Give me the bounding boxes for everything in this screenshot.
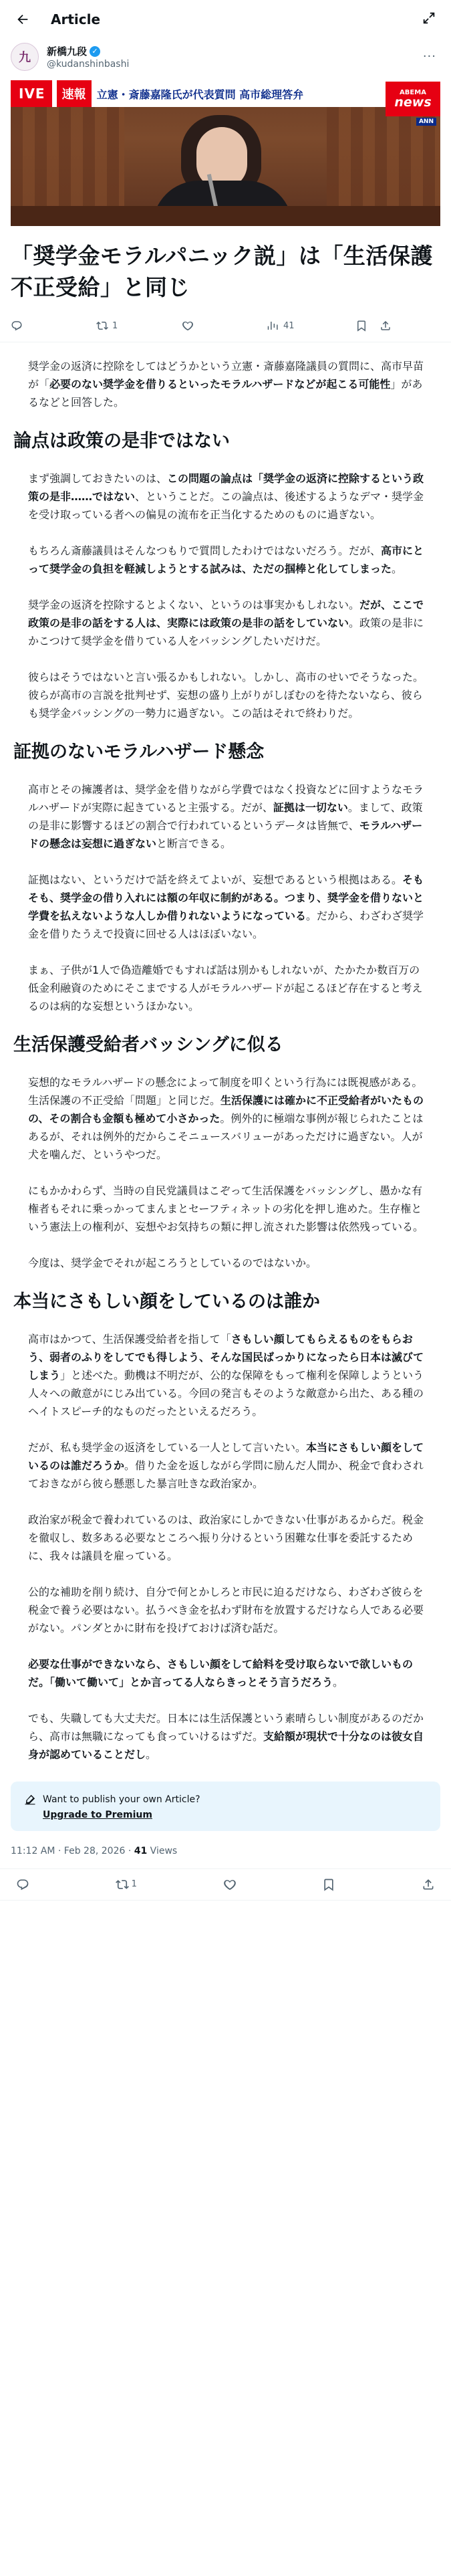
retweet-count: 1 [112,320,118,331]
hero-person-face [196,127,247,189]
section-heading: 本当にさもしい顔をしているのは誰か [13,1291,320,1312]
post-views-count: 41 [134,1845,148,1856]
logo-top-text: ABEMA [400,88,426,96]
promo-row [24,1794,427,1806]
more-icon[interactable]: ··· [422,49,436,64]
logo-bottom-text: news [394,94,432,110]
article-paragraph: 政治家が税金で養われているのは、政治家にしかできない仕事があるからだ。税金を徹収し、数多ある必要なところへ振り分けるという困難な仕事を委託するために、我々は議員を雇っている。 [28,1513,424,1562]
article-paragraph: もちろん斎藤議員はそんなつもりで質問したわけではないだろう。だが、高市にとって奨学金の負担を軽減しようとする試みは、ただの掴棒と化してしまった。 [28,544,424,575]
section-heading: 生活保護受給者バッシングに似る [13,1034,283,1055]
news-banner [11,80,440,110]
article-paragraph: 必要な仕事ができないなら、さもしい顔をして給料を受け取らないで欲しいものだ。「働いて働いて」とか言ってる人ならきっとそう言うだろう。 [28,1657,414,1689]
share-icon [380,320,392,332]
like-button[interactable] [182,320,267,332]
page-title: Article [51,11,101,27]
news-headline: 立憲・斎藤嘉隆氏が代表質問 高市総理答弁 [96,88,304,101]
page-spacer [0,1901,451,2342]
breaking-label: 速報 [55,80,92,107]
verified-icon: ✓ [90,46,100,57]
author-names [47,44,129,70]
article-paragraph: 高市とその擁護者は、奨学金を借りながら学費ではなく投資などに回すようなモラルハザードが実際に起きていると主張する。だが、証拠は一切ない。まして、政策の是非に影響するほどの割合で行われているというデータは皆無で、モラルハザードの懸念は妄想に過ぎないと断言できる。 [28,782,424,850]
abema-news-logo [386,82,440,116]
article-paragraph: 証拠はない、というだけで話を終えてよいが、妄想であるという根拠はある。そもそも、奨学金の借り入れには額の年収に制約がある。つまり、奨学金を借りないと学費を払えないような人しか借りれないようになっている。だから、わざわざ奨学金を借りたうえで投資に回せる人はほぼいない。 [28,873,424,940]
section-heading: 論点は政策の是非ではない [13,430,230,451]
retweet-icon [116,1878,129,1891]
article-paragraph: 妄想的なモラルハザードの懸念によって制度を叩くという行為には既視感がある。生活保護の不正受給「問題」と同じだ。生活保護には確かに不正受給者がいたものの、その割合も金額も極めて小さかった。例外的に極端な事例が報じられたことはあるが、それは例外的だからこそニュースバリューがあっただけに過ぎない。人が犬を噛んだ、というやつだ。 [28,1075,424,1161]
article-paragraph: 公的な補助を削り続け、自分で何とかしろと市民に迫るだけなら、わざわざ彼らを税金で養う必要はない。払うべき金を払わず財布を放置するだけなら人である必要がない。パンダとかに財布を投げておけば済む話だ。 [28,1585,424,1634]
reply-icon [16,1878,29,1891]
like-icon [182,320,194,332]
article-actions-top [0,310,451,342]
promo-text: Want to publish your own Article? [43,1794,200,1805]
avatar-text: 九 [19,51,31,65]
hero-desk [11,206,440,226]
retweet-icon [96,320,108,332]
article-paragraph: にもかかわらず、当時の自民党議員はこぞって生活保護をバッシングし、愚かな有権者もそれに乗っかってまんまとセーフティネットの劣化を押し進めた。生存権という憲法上の権利が、妄想やお気持ちの類に押し流された影響は依然残っている。 [28,1184,424,1233]
views-button[interactable] [267,320,355,332]
article-paragraph: まぁ、子供が1人で偽造離婚でもすれば話は別かもしれないが、たかたか数百万の低金利融資のためにそこまでする人がモラルハザードが起こるほど存在すると考えるのは病的な妄想というほかない。 [28,963,423,1012]
reply-button-bottom[interactable] [16,1878,29,1891]
article-paragraph: 高市はかつて、生活保護受給者を指して「さもしい顔してもらえるものをもらおう、弱者のふりをしてでも得しよう、そんな国民ばっかりになったら日本は滅びてしまう」と述べた。動機は不明だが、公的な保障をもって権利を保障しようという人々への敵意がにじみ出ている。今回の発言もそのような敵意から出た、ある種のヘイトスピーチ的なものだったといえるだろう。 [28,1332,424,1418]
post-timestamp[interactable]: 11:12 AM · Feb 28, 2026 · [11,1845,134,1856]
bookmark-icon [322,1878,335,1891]
like-button-bottom[interactable] [223,1878,237,1891]
retweet-button[interactable] [96,320,182,332]
retweet-count-bottom: 1 [131,1879,137,1890]
share-button[interactable] [380,320,396,332]
article-title: 「奨学金モラルパニック説」は「生活保護不正受給」と同じ [11,243,433,300]
back-arrow-icon[interactable] [11,7,35,31]
upgrade-premium-link[interactable]: Upgrade to Premium [43,1809,152,1820]
article-paragraph: でも、失職しても大丈夫だ。日本には生活保護という素晴らしい制度があるのだから、高市は無職になっても食っていけるはずだ。支給額が現状で十分なのは彼女自身が認めていることだし。 [28,1711,424,1761]
reply-icon [11,320,23,332]
article-actions-bottom [0,1868,451,1901]
post-meta [0,1831,451,1868]
bookmark-button-bottom[interactable] [322,1878,335,1891]
reply-button[interactable] [11,320,96,332]
share-button-bottom[interactable] [422,1878,435,1891]
author-handle[interactable]: @kudanshinbashi [47,59,130,70]
hero-image [11,80,440,226]
share-icon [422,1878,435,1891]
article-paragraph: だが、私も奨学金の返済をしている一人として言いたい。本当にさもしい顔をしているのは誰だろうか。借りた金を返しながら学問に励んだ人間か、税金で食わされておきながら彼ら懸悪した暴言吐きな政治家か。 [28,1440,424,1490]
like-icon [223,1878,237,1891]
article-paragraph: 今度は、奨学金でそれが起ころうとしているのではないか。 [28,1256,317,1269]
article-body [0,342,451,1763]
author-row [0,39,451,78]
post-views-label: Views [147,1845,178,1856]
top-bar [0,0,451,39]
retweet-button-bottom[interactable] [116,1878,137,1891]
live-label: IVE [11,80,52,107]
section-heading: 証拠のないモラルハザード懸念 [13,741,265,762]
article-paragraph: 奨学金の返済に控除をしてはどうかという立憲・斎藤嘉隆議員の質問に、高市早苗が「必要のない奨学金を借りるといったモラルハザードなどが起こる可能性」があるなどと回答した。 [28,359,424,409]
author-name-row[interactable] [47,44,129,58]
article-paragraph: 奨学金の返済を控除するとよくない、というのは事実かもしれない。だが、ここで政策の是非の話をする人は、実際には政策の是非の話をしていない。政策の是非にかこつけて奨学金を借りている人をバッシングしたいだけだ。 [28,598,424,647]
bookmark-icon [355,320,367,332]
ann-label: ANN [416,118,436,126]
author-name[interactable]: 新橋九段 [47,45,88,58]
article-paragraph: 彼らはそうではないと言い張るかもしれない。しかし、高市のせいでそうなった。彼らが高市の言説を批判せず、妄想の盛り上がりがしぼむのを待たないなら、彼らも奨学金バッシングの一勢力に過ぎない。この話はそれで終わりだ。 [28,670,424,720]
expand-icon[interactable] [422,11,439,28]
avatar[interactable] [11,43,39,71]
article-paragraph: まず強調しておきたいのは、この問題の論点は「奨学金の返済に控除するという政策の是非……ではない、ということだ。この論点は、後述するようなデマ・奨学金を受け取っている者への偏見の流布を正当化するためのものに過ぎない。 [28,471,424,521]
views-count: 41 [283,320,295,331]
pen-icon [24,1794,36,1806]
bookmark-button[interactable] [355,320,380,332]
views-icon [267,320,279,332]
premium-promo [11,1782,440,1831]
